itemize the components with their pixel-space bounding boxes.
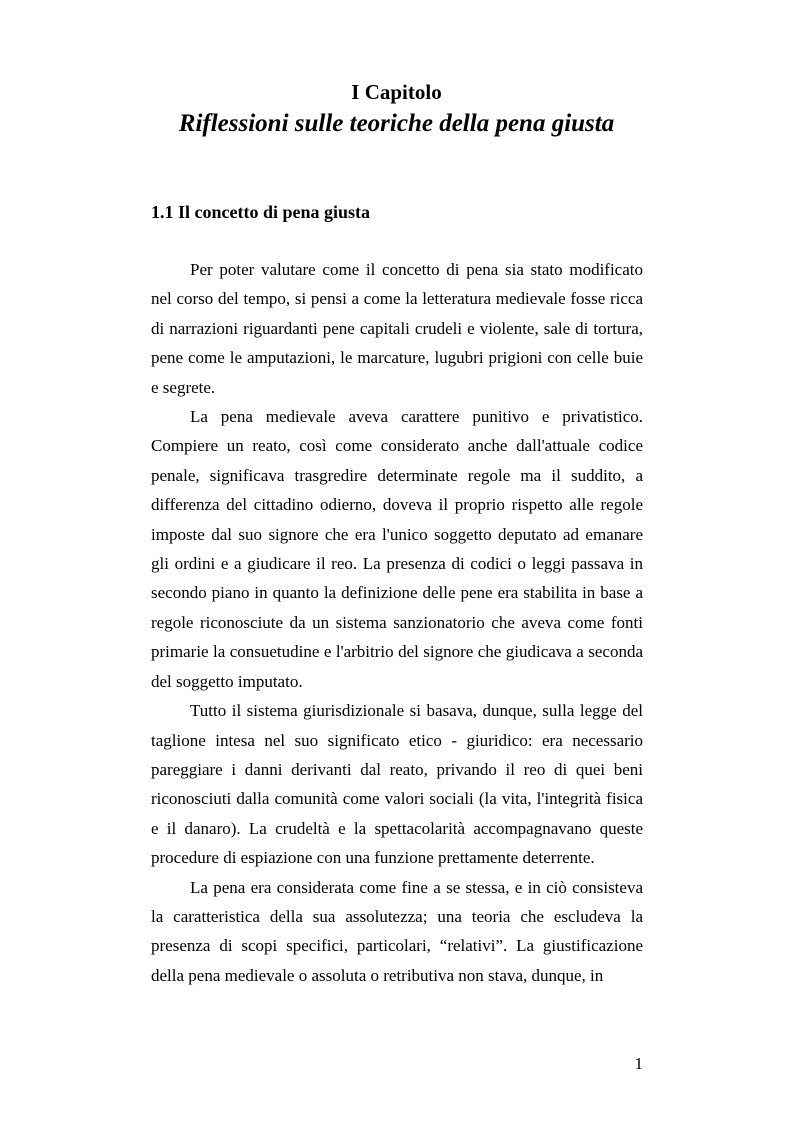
paragraph: La pena medievale aveva carattere punitivo e privatistico. Compiere un reato, così come considerato anche dall'attuale codice penale, significava trasgredire determinate regole ma il suddito, a differenza del cittadino odierno, doveva il proprio rispetto alle regole imposte dal suo signore che era l'unico soggetto deputato ad emanare gli ordini e a giudicare il reo. La presenza di codici o leggi passava in secondo piano in quanto la definizione delle pene era stabilita in base a regole riconosciute da un sistema sanzionatorio che aveva come fonti primarie la consuetudine e l'arbitrio del signore che giudicava a seconda del soggetto imputato. bbox=[151, 407, 643, 691]
paragraph: Tutto il sistema giurisdizionale si basava, dunque, sulla legge del taglione intesa nel suo significato etico - giuridico: era necessario pareggiare i danni derivanti dal reato, privando il reo di quei beni riconosciuti dalla comunità come valori sociali (la vita, l'integrità fisica e il danaro). La crudeltà e la spettacolarità accompagnavano queste procedure di espiazione con una funzione prettamente deterrente. bbox=[151, 701, 643, 868]
page-number: 1 bbox=[634, 1054, 643, 1073]
chapter-subtitle: Riflessioni sulle teoriche della pena giusta bbox=[178, 110, 615, 137]
paragraph: Per poter valutare come il concetto di pena sia stato modificato nel corso del tempo, si pensi a come la letteratura medievale fosse ricca di narrazioni riguardanti pene capitali crudeli e violente, sale di tortura, pene come le amputazioni, le marcature, lugubri prigioni con celle buie e segrete. bbox=[151, 260, 643, 397]
body-text bbox=[151, 255, 643, 990]
chapter-title: I Capitolo bbox=[351, 80, 442, 104]
section-heading: 1.1 Il concetto di pena giusta bbox=[151, 202, 371, 222]
paragraph: La pena era considerata come fine a se stessa, e in ciò consisteva la caratteristica della sua assolutezza; una teoria che escludeva la presenza di scopi specifici, particolari, “relativi”. La giustificazione della pena medievale o assoluta o retributiva non stava, dunque, in bbox=[151, 877, 643, 985]
